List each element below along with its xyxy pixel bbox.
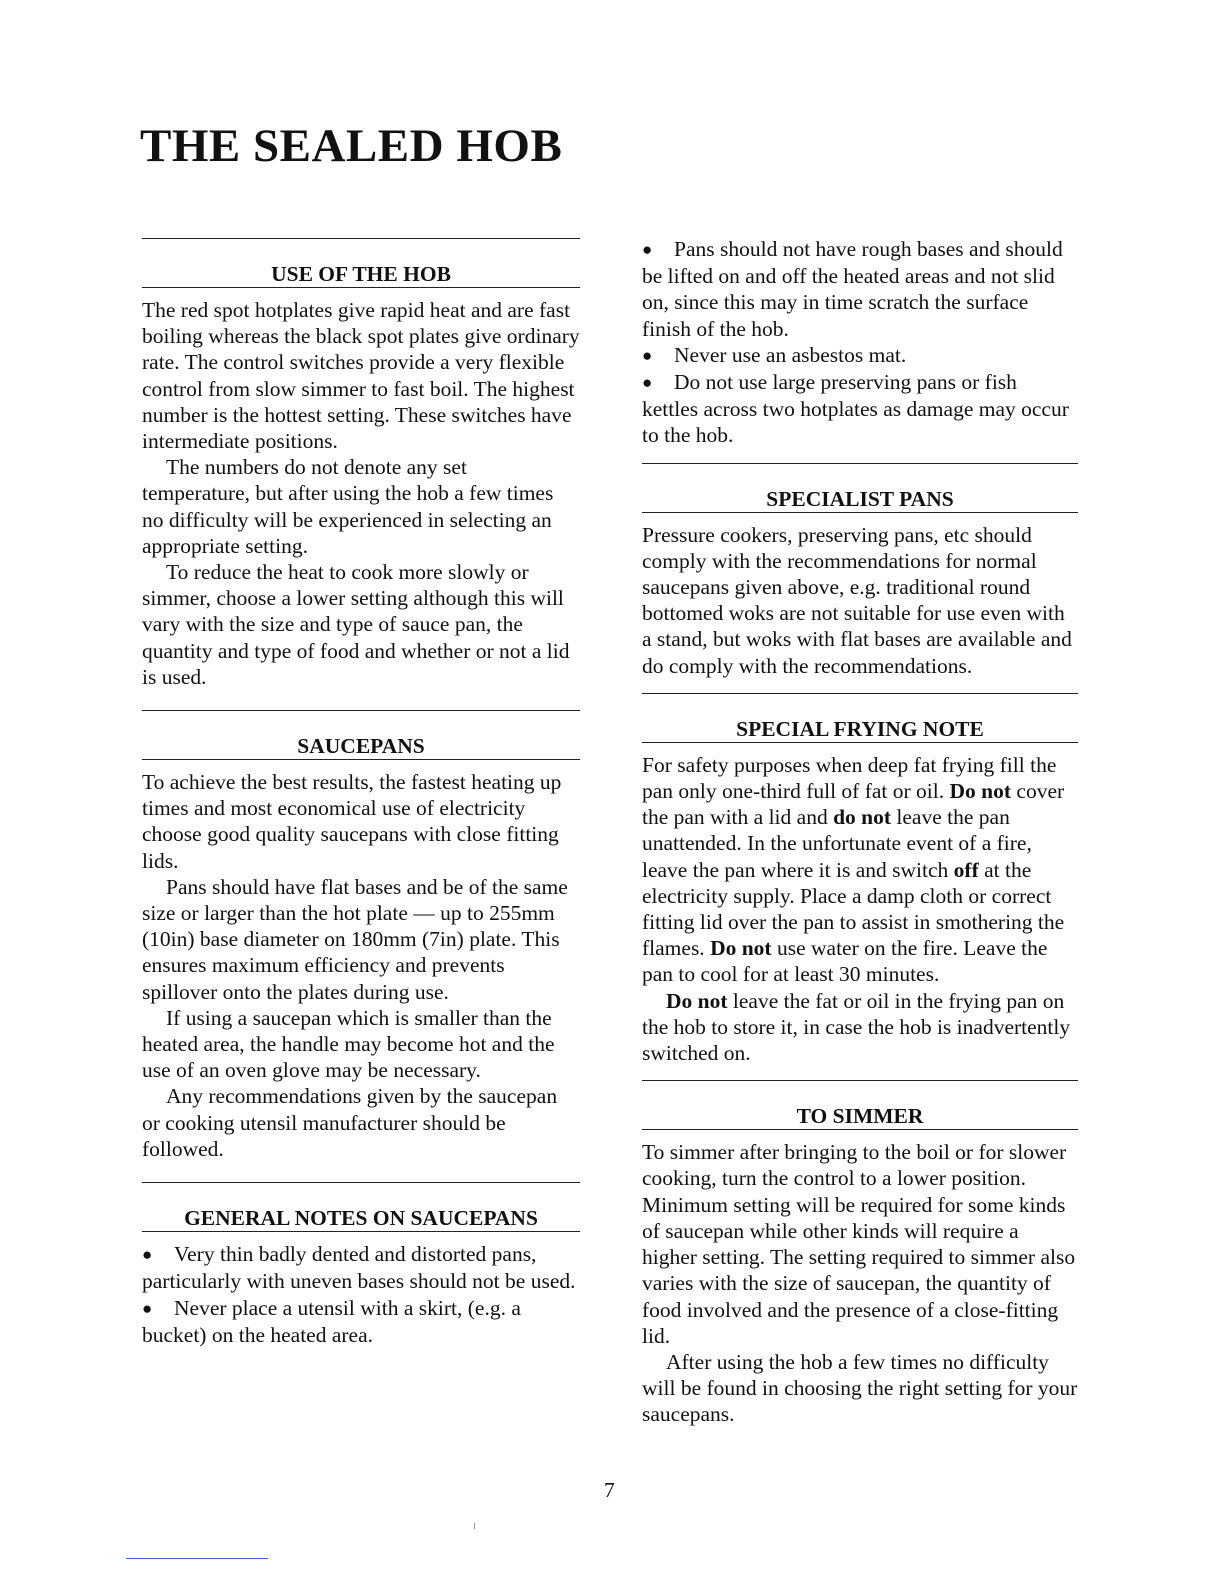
paragraph-frying xyxy=(642,752,1078,988)
emphasis: Do not xyxy=(949,779,1012,804)
heading-text: SPECIAL FRYING NOTE xyxy=(736,716,984,741)
section-heading-specialist-pans xyxy=(642,463,1078,513)
heading-text: USE OF THE HOB xyxy=(271,262,451,286)
paragraph-frying-2 xyxy=(642,988,1078,1067)
section-heading-saucepans xyxy=(142,710,580,760)
bullet-item: ● Pans should not have rough bases and should be lifted on and off the heated areas and not slid on, since this may in time scratch the surface finish of the hob. xyxy=(642,236,1078,342)
paragraph: Pressure cookers, preserving pans, etc should comply with the recommendations for normal saucepans given above, e.g. traditional round bottomed woks are not suitable for use even with a stand, but woks with flat bases are available and do comply with the recommendations. xyxy=(642,522,1072,678)
section-heading-to-simmer xyxy=(642,1080,1078,1130)
paragraph: If using a saucepan which is smaller than the heated area, the handle may become hot and the use of an oven glove may be necessary. xyxy=(142,1005,555,1083)
paragraph: To reduce the heat to cook more slowly or simmer, choose a lower setting although this will vary with the size and type of sauce pan, the quantity and type of food and whether or not a lid is used. xyxy=(142,560,570,689)
page-title: THE SEALED HOB xyxy=(140,120,563,172)
emphasis: off xyxy=(953,857,979,882)
paragraph: After using the hob a few times no difficulty will be found in choosing the right setting for your saucepans. xyxy=(642,1349,1078,1427)
heading-text: SAUCEPANS xyxy=(297,734,425,759)
bullet-item: ● Very thin badly dented and distorted pans, particularly with uneven bases should not be used. xyxy=(142,1241,580,1294)
paragraph: To achieve the best results, the fastest heating up times and most economical use of electricity choose good quality saucepans with close fitting lids. xyxy=(142,770,562,873)
paragraph: To simmer after bringing to the boil or for slower cooking, turn the control to a lower position. Minimum setting will be required for some kinds of saucepan while other kinds will require a higher setting. The setting required to simmer also varies with the size of saucepan, the quantity of food involved and the presence of a close-fitting lid. xyxy=(642,1140,1076,1348)
text: cover the pan with a lid and xyxy=(642,779,1065,830)
scan-line xyxy=(126,1558,268,1559)
emphasis: do not xyxy=(833,805,892,830)
paragraph: The red spot hotplates give rapid heat and are fast boiling whereas the black spot plates give ordinary rate. The control switches provide a very flexible control from slow simmer to fast boil. The highest number is the hottest setting. These switches have intermediate positions. xyxy=(142,298,580,454)
section-heading-frying-note xyxy=(642,693,1078,743)
paragraph: The numbers do not denote any set temperature, but after using the hob a few times no difficulty will be experienced in selecting an appropriate setting. xyxy=(142,455,554,558)
section-heading-general-notes xyxy=(142,1182,580,1232)
bullet-item: ● Never use an asbestos mat. xyxy=(642,342,1078,369)
right-column xyxy=(642,236,1078,1428)
text: For safety purposes when deep fat frying fill the pan only one-third full of fat or oil. xyxy=(642,752,1057,804)
text: at the electricity supply. Place a damp cloth or correct fitting lid over the pan to assist in smothering the flames. xyxy=(642,857,1065,961)
text: leave the fat or oil in the frying pan on the hob to store it, in case the hob is inadvertently switched on. xyxy=(642,988,1071,1066)
text: leave the pan unattended. In the unfortunate event of a fire, leave the pan where it is and switch xyxy=(642,805,1032,882)
section-heading-use-of-hob xyxy=(142,238,580,288)
heading-text: SPECIALIST PANS xyxy=(766,486,954,511)
emphasis: Do not xyxy=(666,988,728,1013)
heading-text: TO SIMMER xyxy=(796,1104,924,1129)
emphasis: Do not xyxy=(710,936,772,961)
page-number: 7 xyxy=(604,1478,615,1502)
paragraph: Pans should have flat bases and be of the same size or larger than the hot plate — up to 255mm (10in) base diameter on 180mm (7in) plate. This ensures maximum efficiency and prevents spillover onto the plates during use. xyxy=(142,874,568,1004)
text: use water on the fire. Leave the pan to cool for at least 30 minutes. xyxy=(642,936,1048,987)
bullet-item: ● Do not use large preserving pans or fish kettles across two hotplates as damage may occur to the hob. xyxy=(642,369,1078,449)
scan-mark xyxy=(474,1523,475,1529)
bullet-item: ● Never place a utensil with a skirt, (e.g. a bucket) on the heated area. xyxy=(142,1295,580,1348)
left-column xyxy=(142,238,580,1348)
heading-text: GENERAL NOTES ON SAUCEPANS xyxy=(184,1206,538,1231)
paragraph: Any recommendations given by the saucepan or cooking utensil manufacturer should be followed. xyxy=(142,1084,558,1161)
